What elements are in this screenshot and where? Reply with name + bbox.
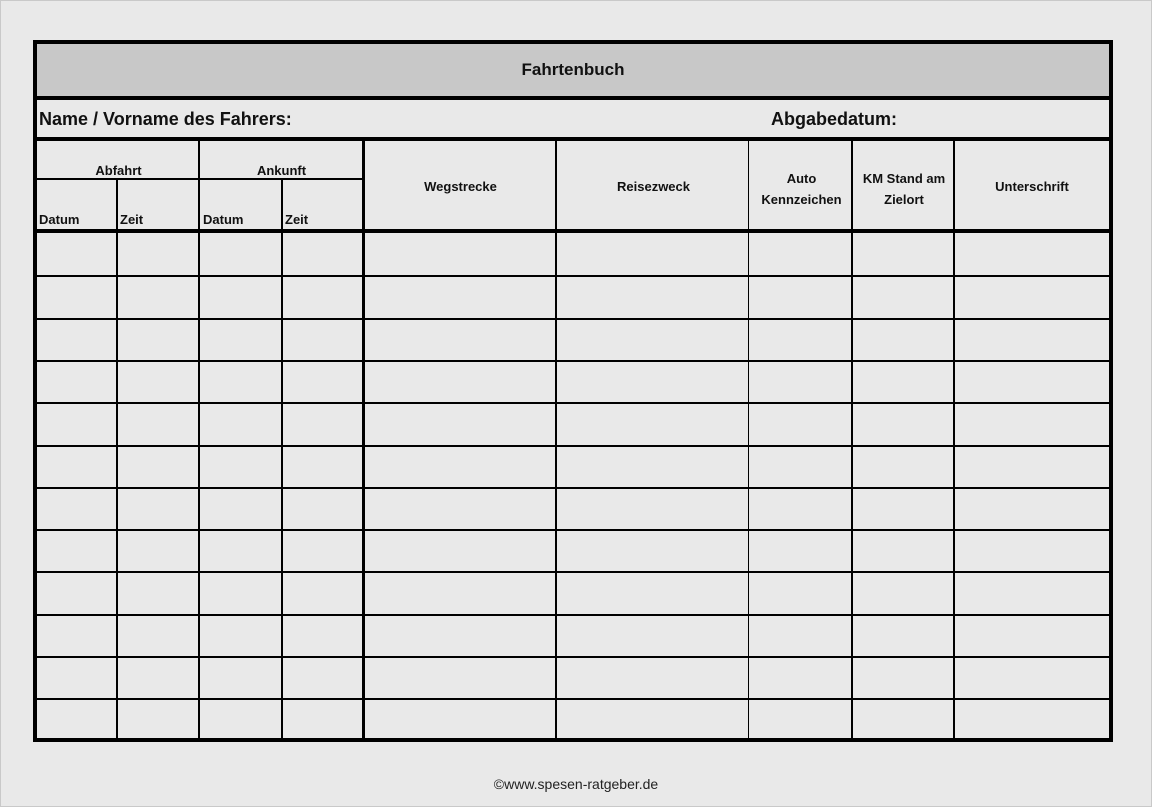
entry-cell-license-plate[interactable] bbox=[751, 404, 851, 444]
header-license-plate-line1: Auto bbox=[786, 171, 817, 186]
entry-cell-purpose[interactable] bbox=[559, 277, 747, 317]
header-signature: Unterschrift bbox=[995, 179, 1069, 194]
entry-cell-signature[interactable] bbox=[957, 531, 1107, 570]
entry-cell-purpose[interactable] bbox=[559, 489, 747, 528]
entry-cell-odometer[interactable] bbox=[855, 235, 953, 274]
entry-cell-departure-time[interactable] bbox=[120, 658, 198, 697]
entry-cell-license-plate[interactable] bbox=[751, 489, 851, 528]
entry-cell-departure-date[interactable] bbox=[39, 700, 116, 740]
entry-cell-departure-date[interactable] bbox=[39, 362, 116, 401]
entry-cell-departure-time[interactable] bbox=[120, 447, 198, 486]
entry-cell-departure-time[interactable] bbox=[120, 277, 198, 317]
entry-cell-signature[interactable] bbox=[957, 277, 1107, 317]
entry-cell-odometer[interactable] bbox=[855, 277, 953, 317]
logbook-table bbox=[37, 141, 1109, 738]
entry-cell-signature[interactable] bbox=[957, 404, 1107, 444]
entry-cell-departure-date[interactable] bbox=[39, 277, 116, 317]
entry-cell-arrival-date[interactable] bbox=[202, 277, 281, 317]
entry-cell-departure-date[interactable] bbox=[39, 531, 116, 570]
entry-cell-route[interactable] bbox=[367, 447, 555, 486]
entry-cell-departure-date[interactable] bbox=[39, 320, 116, 359]
entry-cell-signature[interactable] bbox=[957, 320, 1107, 359]
entry-cell-odometer[interactable] bbox=[855, 447, 953, 486]
entry-cell-purpose[interactable] bbox=[559, 362, 747, 401]
entry-cell-purpose[interactable] bbox=[559, 658, 747, 697]
entry-cell-arrival-time[interactable] bbox=[285, 362, 363, 401]
header-odometer bbox=[853, 168, 955, 210]
entry-cell-signature[interactable] bbox=[957, 616, 1107, 655]
entry-cell-purpose[interactable] bbox=[559, 320, 747, 359]
entry-cell-odometer[interactable] bbox=[855, 616, 953, 655]
entry-cell-route[interactable] bbox=[367, 277, 555, 317]
entry-cell-license-plate[interactable] bbox=[751, 700, 851, 740]
entry-cell-odometer[interactable] bbox=[855, 531, 953, 570]
header-license-plate bbox=[750, 168, 853, 210]
entry-cell-departure-time[interactable] bbox=[120, 320, 198, 359]
entry-cell-arrival-date[interactable] bbox=[202, 658, 281, 697]
driver-info-row bbox=[37, 100, 1109, 141]
entry-cell-license-plate[interactable] bbox=[751, 573, 851, 613]
entry-cell-license-plate[interactable] bbox=[751, 277, 851, 317]
entry-cell-departure-time[interactable] bbox=[120, 404, 198, 444]
entry-cell-arrival-time[interactable] bbox=[285, 573, 363, 613]
entry-cell-route[interactable] bbox=[367, 489, 555, 528]
entry-cell-odometer[interactable] bbox=[855, 700, 953, 740]
entry-cell-departure-time[interactable] bbox=[120, 362, 198, 401]
entry-cell-arrival-time[interactable] bbox=[285, 404, 363, 444]
entry-cell-route[interactable] bbox=[367, 320, 555, 359]
entry-cell-license-plate[interactable] bbox=[751, 235, 851, 274]
entry-cell-odometer[interactable] bbox=[855, 573, 953, 613]
entry-cell-departure-date[interactable] bbox=[39, 489, 116, 528]
entry-cell-departure-time[interactable] bbox=[120, 235, 198, 274]
entry-cell-signature[interactable] bbox=[957, 489, 1107, 528]
entry-cell-license-plate[interactable] bbox=[751, 362, 851, 401]
entry-cell-arrival-date[interactable] bbox=[202, 573, 281, 613]
entry-cell-license-plate[interactable] bbox=[751, 616, 851, 655]
entry-cell-departure-time[interactable] bbox=[120, 700, 198, 740]
entry-cell-license-plate[interactable] bbox=[751, 320, 851, 359]
entry-cell-route[interactable] bbox=[367, 616, 555, 655]
entry-cell-departure-date[interactable] bbox=[39, 235, 116, 274]
entry-cell-route[interactable] bbox=[367, 700, 555, 740]
header-departure: Abfahrt bbox=[95, 163, 142, 178]
grid-vline-arrival-sub bbox=[281, 179, 283, 738]
header-odometer-line2: Zielort bbox=[884, 192, 924, 207]
entry-cell-purpose[interactable] bbox=[559, 404, 747, 444]
entry-cell-license-plate[interactable] bbox=[751, 658, 851, 697]
entry-cell-arrival-date[interactable] bbox=[202, 531, 281, 570]
grid-vline-departure-sub bbox=[116, 179, 118, 738]
entry-cell-purpose[interactable] bbox=[559, 616, 747, 655]
entry-cell-route[interactable] bbox=[367, 404, 555, 444]
entry-cell-departure-time[interactable] bbox=[120, 531, 198, 570]
entry-cell-arrival-time[interactable] bbox=[285, 616, 363, 655]
entry-cell-departure-date[interactable] bbox=[39, 616, 116, 655]
entry-cell-arrival-date[interactable] bbox=[202, 320, 281, 359]
entry-cell-signature[interactable] bbox=[957, 700, 1107, 740]
driver-name-label: Name / Vorname des Fahrers: bbox=[39, 109, 292, 129]
header-odometer-line1: KM Stand am bbox=[862, 171, 946, 186]
entry-cell-arrival-date[interactable] bbox=[202, 447, 281, 486]
entry-cell-signature[interactable] bbox=[957, 447, 1107, 486]
entry-cell-departure-time[interactable] bbox=[120, 573, 198, 613]
entry-cell-departure-date[interactable] bbox=[39, 404, 116, 444]
logbook-form bbox=[33, 40, 1113, 742]
entry-cell-route[interactable] bbox=[367, 362, 555, 401]
entry-cell-arrival-date[interactable] bbox=[202, 616, 281, 655]
entry-cell-arrival-time[interactable] bbox=[285, 489, 363, 528]
entry-cell-license-plate[interactable] bbox=[751, 531, 851, 570]
header-departure-time: Zeit bbox=[120, 212, 144, 227]
entry-cell-purpose[interactable] bbox=[559, 531, 747, 570]
entry-cell-odometer[interactable] bbox=[855, 362, 953, 401]
header-purpose: Reisezweck bbox=[617, 179, 690, 194]
entry-cell-odometer[interactable] bbox=[855, 658, 953, 697]
entry-cell-odometer[interactable] bbox=[855, 404, 953, 444]
entry-cell-purpose[interactable] bbox=[559, 447, 747, 486]
entry-cell-arrival-time[interactable] bbox=[285, 235, 363, 274]
entry-cell-signature[interactable] bbox=[957, 362, 1107, 401]
entry-cell-arrival-time[interactable] bbox=[285, 700, 363, 740]
entry-cell-arrival-date[interactable] bbox=[202, 489, 281, 528]
entry-cell-route[interactable] bbox=[367, 573, 555, 613]
header-departure-date: Datum bbox=[39, 212, 80, 227]
entry-cell-odometer[interactable] bbox=[855, 489, 953, 528]
grid-hline-header-bottom bbox=[37, 229, 1109, 233]
header-arrival-date: Datum bbox=[203, 212, 244, 227]
entry-cell-arrival-date[interactable] bbox=[202, 235, 281, 274]
entry-cell-odometer[interactable] bbox=[855, 320, 953, 359]
entry-cell-arrival-date[interactable] bbox=[202, 362, 281, 401]
entry-cell-departure-date[interactable] bbox=[39, 658, 116, 697]
entry-cell-signature[interactable] bbox=[957, 658, 1107, 697]
header-route: Wegstrecke bbox=[424, 179, 497, 194]
entry-cell-departure-time[interactable] bbox=[120, 489, 198, 528]
entry-cell-arrival-time[interactable] bbox=[285, 277, 363, 317]
entry-cell-route[interactable] bbox=[367, 531, 555, 570]
entry-cell-arrival-time[interactable] bbox=[285, 320, 363, 359]
entry-cell-departure-date[interactable] bbox=[39, 447, 116, 486]
submission-date-label: Abgabedatum: bbox=[771, 109, 897, 129]
copyright-footer: ©www.spesen-ratgeber.de bbox=[493, 776, 659, 792]
entry-cell-arrival-time[interactable] bbox=[285, 447, 363, 486]
entry-cell-signature[interactable] bbox=[957, 573, 1107, 613]
entry-cell-signature[interactable] bbox=[957, 235, 1107, 274]
header-license-plate-line2: Kennzeichen bbox=[761, 192, 842, 207]
entry-cell-arrival-date[interactable] bbox=[202, 404, 281, 444]
entry-cell-departure-time[interactable] bbox=[120, 616, 198, 655]
entry-cell-arrival-date[interactable] bbox=[202, 700, 281, 740]
grid-hline-subheader bbox=[37, 178, 362, 180]
entry-cell-arrival-time[interactable] bbox=[285, 658, 363, 697]
header-arrival: Ankunft bbox=[256, 163, 307, 178]
header-arrival-time: Zeit bbox=[285, 212, 309, 227]
entry-cell-route[interactable] bbox=[367, 658, 555, 697]
entry-cell-license-plate[interactable] bbox=[751, 447, 851, 486]
form-title: Fahrtenbuch bbox=[37, 44, 1109, 100]
entry-cell-purpose[interactable] bbox=[559, 573, 747, 613]
entry-cell-route[interactable] bbox=[367, 235, 555, 274]
entry-cell-purpose[interactable] bbox=[559, 235, 747, 274]
entry-cell-purpose[interactable] bbox=[559, 700, 747, 740]
entry-cell-departure-date[interactable] bbox=[39, 573, 116, 613]
entry-cell-arrival-time[interactable] bbox=[285, 531, 363, 570]
